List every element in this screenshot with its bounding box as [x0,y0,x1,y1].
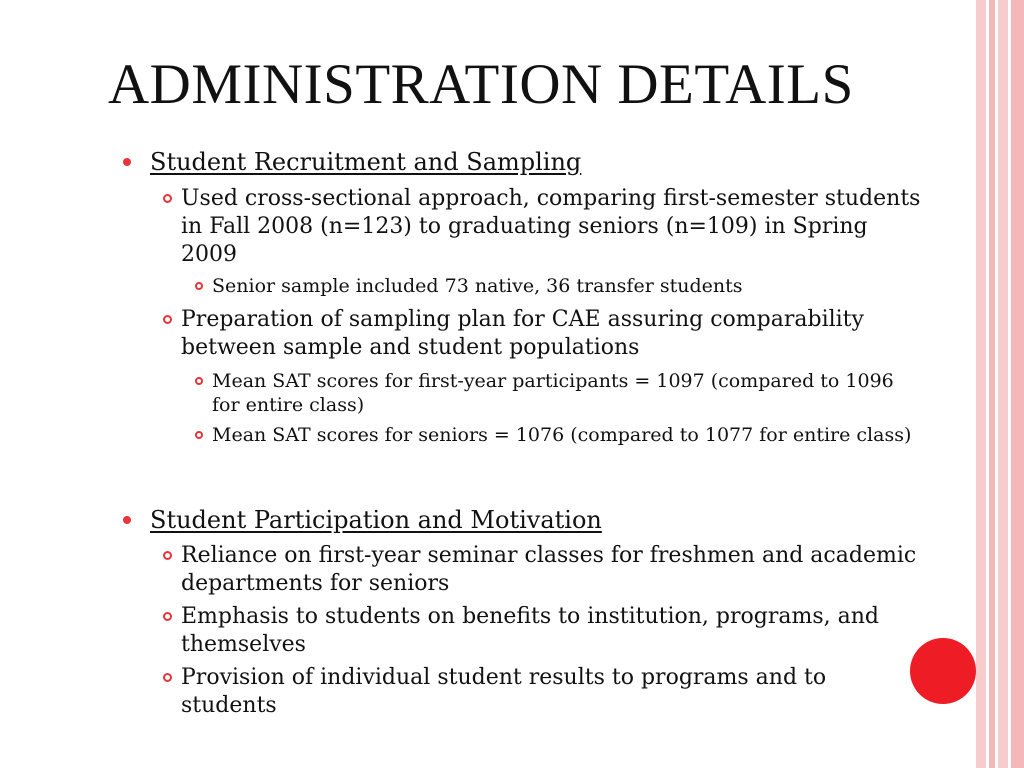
list-item [212,369,912,417]
bullet-ring-icon [195,377,203,385]
list-item [181,185,926,269]
list-item [181,664,906,720]
list-item-text: Emphasis to students on benefits to institution, programs, and themselves [181,604,879,657]
bullet-ring-icon [195,282,203,290]
section-heading-recruitment [150,148,581,176]
bullet-ring-icon [163,612,172,621]
bullet-ring-icon [163,551,172,560]
list-item [212,274,912,298]
bullet-dot-icon [123,158,131,166]
list-item-text: Provision of individual student results to programs and to students [181,665,827,718]
section-heading-participation [150,506,602,534]
slide-title: ADMINISTRATION DETAILS [108,53,854,116]
decorative-stripe [1011,0,1024,768]
list-item [181,603,926,659]
bullet-ring-icon [163,194,172,203]
decorative-stripe [976,0,986,768]
list-item-text: Mean SAT scores for seniors = 1076 (compared to 1077 for entire class) [212,424,912,446]
list-item [212,423,912,447]
list-item-text: Reliance on first-year seminar classes for freshmen and academic departments for seniors [181,543,917,596]
decorative-stripe [998,0,1008,768]
list-item [181,542,926,598]
bullet-ring-icon [163,315,172,324]
bullet-dot-icon [123,516,131,524]
decorative-circle [910,638,976,704]
list-item [181,306,926,362]
list-item-text: Mean SAT scores for first-year participants = 1097 (compared to 1096 for entire class) [212,370,894,416]
bullet-ring-icon [195,431,203,439]
section-heading-text: Student Recruitment and Sampling [150,148,582,176]
list-item-text: Senior sample included 73 native, 36 transfer students [212,275,743,297]
list-item-text: Preparation of sampling plan for CAE assuring comparability between sample and student populations [181,307,864,360]
list-item-text: Used cross-sectional approach, comparing first-semester students in Fall 2008 (n=123) to graduating seniors (n=109) in Spring 2009 [181,186,921,267]
bullet-ring-icon [163,673,172,682]
section-heading-text: Student Participation and Motivation [150,506,602,534]
